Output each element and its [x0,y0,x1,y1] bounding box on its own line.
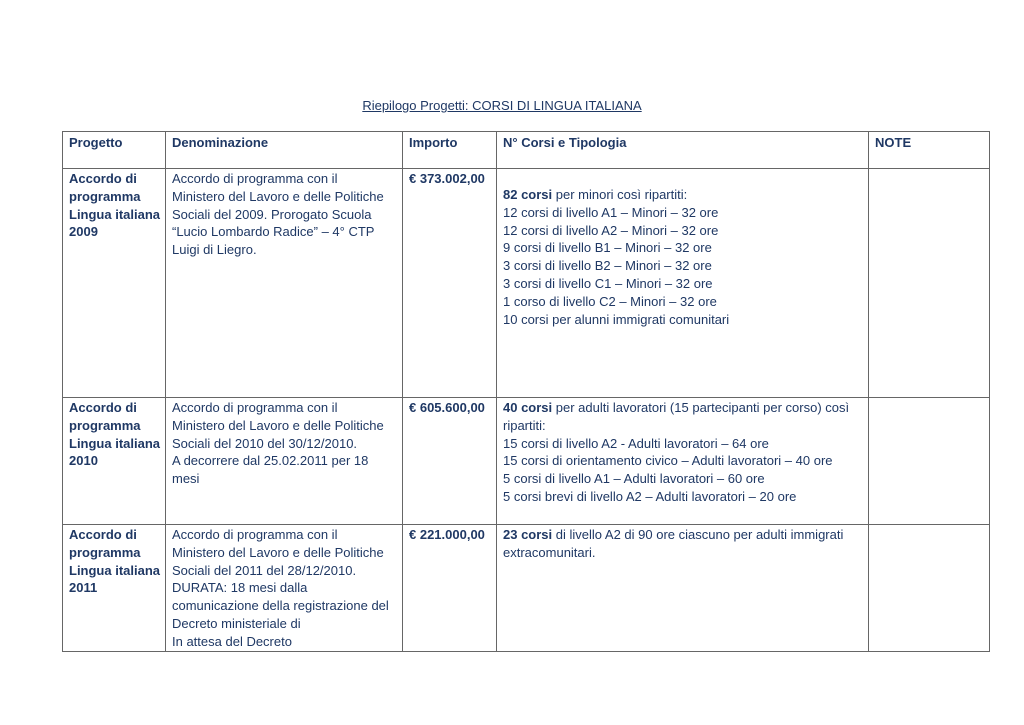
corsi-summary [503,526,863,544]
corsi-line: 10 corsi per alunni immigrati comunitari [503,311,730,327]
progetto-line: 2011 [69,580,98,596]
corsi-line: 12 corsi di livello A2 – Minori – 32 ore [503,222,719,238]
corsi-intro-cont: ripartiti: [503,417,546,433]
progetto-line: 2009 [69,224,98,240]
progetto-line: Lingua italiana [69,562,161,578]
cell-progetto [63,525,166,652]
denominazione-line: Luigi di Liegro. [172,242,257,258]
cell-corsi [497,169,869,398]
corsi-count: 40 corsi [503,400,553,415]
denominazione-line: Ministero del Lavoro e delle Politiche [172,188,384,204]
cell-denominazione [166,398,403,525]
progetto-line: programma [69,188,141,204]
corsi-count: 23 corsi [503,527,553,542]
denominazione-line: Sociali del 2009. Prorogato Scuola [172,206,372,222]
denominazione-line: “Lucio Lombardo Radice” – 4° CTP [172,224,375,240]
cell-corsi [497,525,869,652]
denominazione-line: DURATA: 18 mesi dalla [172,580,308,596]
denominazione-line: comunicazione della registrazione del [172,598,389,614]
cell-denominazione [166,525,403,652]
corsi-intro: di livello A2 di 90 ore ciascuno per adulti immigrati [552,527,844,542]
progetto-line: Lingua italiana [69,206,161,222]
corsi-line: 3 corsi di livello C1 – Minori – 32 ore [503,275,713,291]
denominazione-line: Ministero del Lavoro e delle Politiche [172,417,384,433]
denominazione-line: mesi [172,471,200,487]
header-progetto: Progetto [63,132,166,169]
corsi-intro-cont: extracomunitari. [503,544,596,560]
table-row [63,169,990,398]
corsi-line: 15 corsi di orientamento civico – Adulti lavoratori – 40 ore [503,453,833,469]
header-denominazione: Denominazione [166,132,403,169]
header-corsi-tipologia: N° Corsi e Tipologia [497,132,869,169]
corsi-line: 5 corsi di livello A1 – Adulti lavoratori – 60 ore [503,471,765,487]
corsi-intro: per adulti lavoratori (15 partecipanti per corso) così [552,400,850,415]
progetto-line: Lingua italiana [69,435,161,451]
corsi-summary [503,186,863,204]
progetto-line: Accordo di [69,171,137,186]
cell-spacer [503,170,863,186]
table-header-row [63,132,990,169]
table-row [63,525,990,652]
corsi-line: 9 corsi di livello B1 – Minori – 32 ore [503,240,712,256]
cell-importo: € 221.000,00 [403,525,497,652]
progetto-line: programma [69,417,141,433]
corsi-count: 82 corsi [503,187,553,202]
cell-progetto [63,398,166,525]
denominazione-line: Sociali del 2010 del 30/12/2010. [172,435,358,451]
corsi-line: 12 corsi di livello A1 – Minori – 32 ore [503,204,719,220]
denominazione-line: Ministero del Lavoro e delle Politiche [172,544,384,560]
cell-note [869,398,990,525]
page-title: Riepilogo Progetti: CORSI DI LINGUA ITALIANA [362,98,642,113]
header-note: NOTE [869,132,990,169]
cell-progetto [63,169,166,398]
cell-note [869,169,990,398]
corsi-line: 5 corsi brevi di livello A2 – Adulti lavoratori – 20 ore [503,488,797,504]
progetto-line: programma [69,544,141,560]
denominazione-line: In attesa del Decreto [172,633,292,649]
header-importo: Importo [403,132,497,169]
progetto-line: Accordo di [69,400,137,415]
cell-corsi [497,398,869,525]
corsi-line: 3 corsi di livello B2 – Minori – 32 ore [503,258,712,274]
denominazione-line: Accordo di programma con il [172,400,338,415]
corsi-line: 15 corsi di livello A2 - Adulti lavoratori – 64 ore [503,435,769,451]
denominazione-line: Accordo di programma con il [172,171,338,186]
cell-importo: € 605.600,00 [403,398,497,525]
corsi-line: 1 corso di livello C2 – Minori – 32 ore [503,293,717,309]
corsi-intro: per minori così ripartiti: [552,187,688,202]
table-row [63,398,990,525]
cell-importo: € 373.002,00 [403,169,497,398]
cell-denominazione [166,169,403,398]
denominazione-line: Decreto ministeriale di [172,615,301,631]
denominazione-line: Accordo di programma con il [172,527,338,542]
progetto-line: 2010 [69,453,98,469]
denominazione-line: A decorrere dal 25.02.2011 per 18 [172,453,369,469]
cell-note [869,525,990,652]
progetto-line: Accordo di [69,527,137,542]
denominazione-line: Sociali del 2011 del 28/12/2010. [172,562,357,578]
projects-table [62,131,990,652]
corsi-summary [503,399,863,417]
